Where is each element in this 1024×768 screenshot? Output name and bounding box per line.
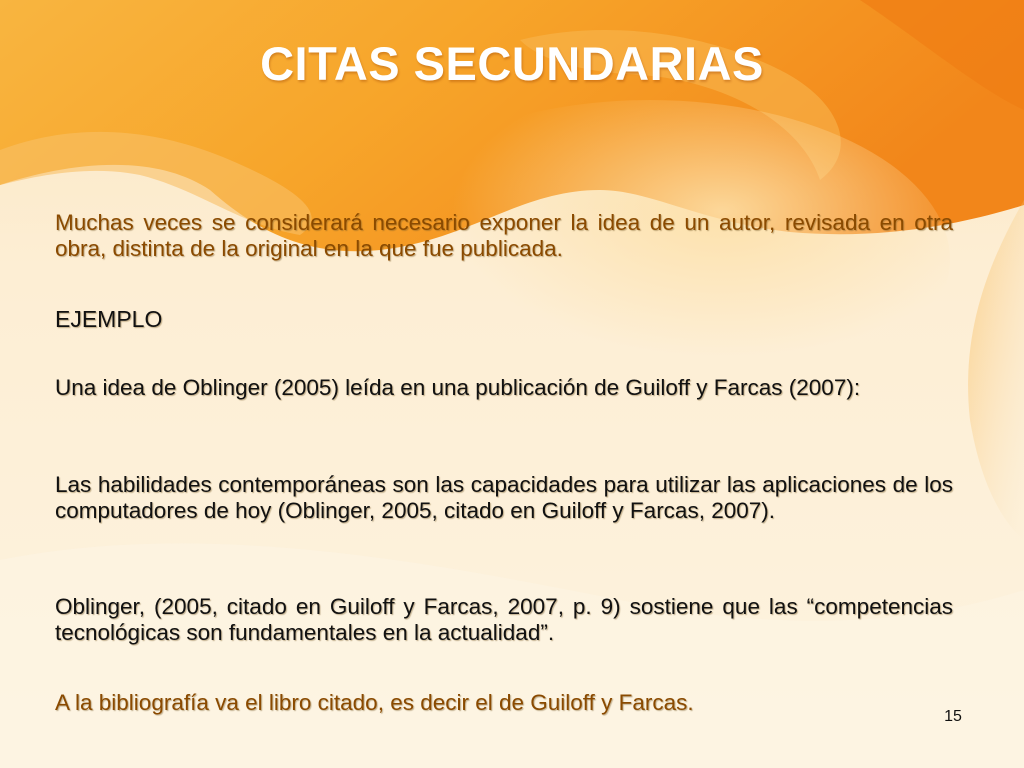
example-intro-paragraph: Una idea de Oblinger (2005) leída en una publicación de Guiloff y Farcas (2007): xyxy=(55,375,861,400)
intro-paragraph: Muchas veces se considerará necesario exponer la idea de un autor, revisada en otra obra, distinta de la original en la que fue publicada. xyxy=(55,210,953,261)
paraphrase-citation-paragraph: Las habilidades contemporáneas son las capacidades para utilizar las aplicaciones de los computadores de hoy (Oblinger, 2005, citado en Guiloff y Farcas, 2007). xyxy=(55,472,953,523)
page-number: 15 xyxy=(944,708,962,725)
slide-title: CITAS SECUNDARIAS xyxy=(260,37,764,90)
example-heading: EJEMPLO xyxy=(55,306,163,332)
direct-citation-paragraph: Oblinger, (2005, citado en Guiloff y Farcas, 2007, p. 9) sostiene que las “competencias tecnológicas son fundamentales en la actualidad”. xyxy=(55,594,953,645)
bibliography-note: A la bibliografía va el libro citado, es decir el de Guiloff y Farcas. xyxy=(55,690,694,715)
